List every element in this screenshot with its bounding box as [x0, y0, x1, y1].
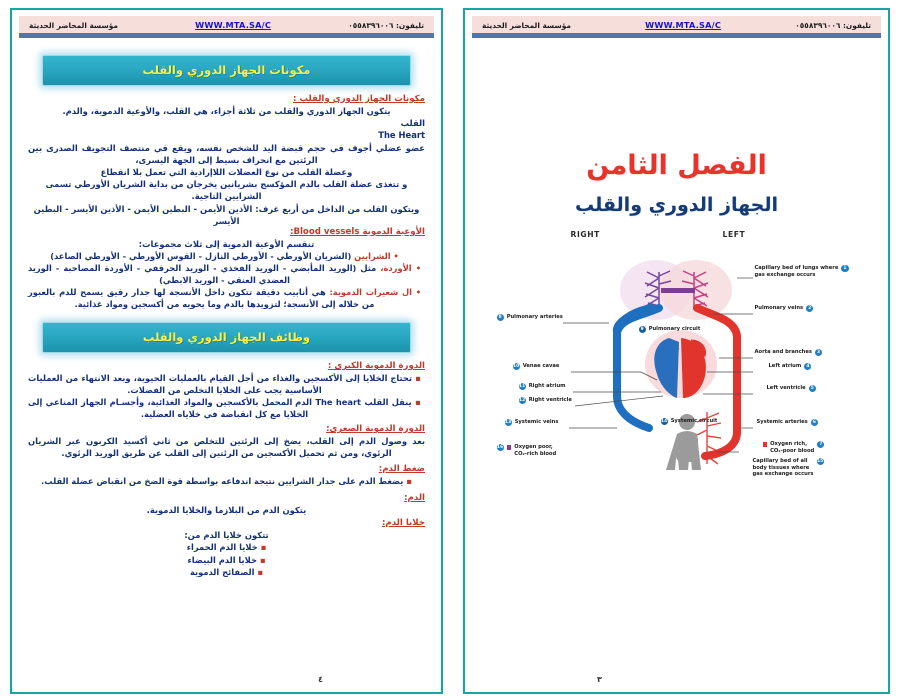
- bullet-marker: ▪: [406, 475, 412, 486]
- bullet-arteries-key: الشرايين: [354, 251, 391, 262]
- callout-number: 14: [661, 419, 668, 424]
- blood-pressure-text: يضغط الدم على جدار الشرايين نتيجة اندفاعه بواسطة قوة الضخ من انقباض عضلة القلب.: [41, 475, 404, 486]
- callout-venae-cavae: [513, 363, 560, 370]
- header-phone: تليفون: ٠٥٥٨٣٩٦٠٠٦: [348, 20, 424, 30]
- bullet-capillaries-text: هي أنابيب دقيقة تتكون داخل الأنسجة لها جدار رقيق يسمح للدم بالعبور من خلاله إلى الأنسجة؛ لتزويدها بالدم وما يحويه من أكسجين ومواد غذائية.: [28, 287, 375, 310]
- blood-pressure-heading: ضغط الدم:: [378, 463, 425, 474]
- callout-aorta-and-branches: [755, 349, 823, 356]
- bullet-marker: ▪: [257, 567, 263, 578]
- header-organization: مؤسسة المحاضر الحديثة: [482, 20, 571, 30]
- callout-right-ventricle: [519, 397, 572, 404]
- components-section: [28, 94, 425, 310]
- section-banner-functions: [42, 322, 411, 353]
- callout-text: Right ventricle: [528, 397, 572, 403]
- heart-term-en: The heart: [315, 397, 362, 408]
- blood-cell-platelets-text: الصفائح الدموية: [190, 567, 255, 578]
- heart-paragraph-4: ويتكون القلب من الداخل من أربع غرف: الأذين الأيمن - البطين الأيمن - الأذين الأيسر - البطين الأيسر: [33, 203, 420, 226]
- diagram-label-right: RIGHT: [570, 230, 600, 239]
- systemic-bullet-2: [28, 396, 425, 420]
- callout-text: Aorta and branches: [754, 349, 812, 355]
- color-swatch-icon: [507, 445, 512, 450]
- callout-pulmonary-arteries: [497, 314, 563, 321]
- systemic-bullet-2-prefix: ينقل القلب: [364, 397, 412, 408]
- callout-number: 5: [809, 385, 816, 392]
- callout-number: 1: [841, 265, 848, 272]
- header-website-link[interactable]: WWW.MTA.SA/C: [645, 20, 722, 30]
- callout-number: 12: [519, 398, 526, 403]
- callout-text: Systemic veins: [514, 419, 559, 425]
- callout-number: 2: [806, 305, 813, 312]
- callout-systemic-arteries: [757, 419, 818, 426]
- bullet-arteries: [28, 250, 425, 262]
- bullet-marker: ▪: [260, 542, 267, 553]
- blood-cell-item-white: [28, 554, 425, 566]
- bullet-veins-key: الأوردة،: [380, 263, 412, 274]
- pulmonary-circulation-text: بعد وصول الدم إلى القلب، يضخ إلى الرئتين للتخلص من ثاني أكسيد الكربون عبر الشريان الرئوي، ومن ثم تحميل الأكسجين من الرئتين إلى القلب عن طريق الوريد الرئوي.: [28, 436, 425, 459]
- color-swatch-icon: [763, 442, 768, 447]
- legend-oxygen-poor: [497, 444, 557, 457]
- header-phone: تليفون: ٠٥٥٨٣٩٦٠٠٦: [795, 20, 871, 30]
- pulmonary-circulation-heading: الدورة الدموية الصغرى:: [326, 424, 425, 435]
- blood-cells-intro: تتكون خلايا الدم من:: [184, 530, 269, 541]
- callout-number: 15: [817, 459, 824, 464]
- bullet-veins: [28, 262, 425, 286]
- callout-number: 6: [811, 419, 818, 426]
- callout-number: 9: [639, 326, 646, 333]
- bullet-marker: ▪: [259, 554, 266, 565]
- callout-number: 7: [817, 441, 824, 448]
- callout-text: Left ventricle: [766, 385, 806, 391]
- callout-text: Left atrium: [768, 363, 802, 369]
- callout-number: 4: [804, 363, 811, 370]
- page-right-body: [19, 38, 434, 688]
- callout-number: 10: [513, 364, 520, 369]
- callout-number: 16: [497, 445, 504, 450]
- heart-paragraph-3: و تتغذى عضلة القلب بالدم المؤكسج بشريانين يخرجان من بداية الشريان الأورطي تسمى الشرايين التاجية.: [45, 179, 408, 202]
- callout-text: Pulmonary veins: [754, 305, 804, 311]
- callout-lung-capillary-bed: [755, 265, 849, 278]
- legend-line-2: CO₂-poor blood: [770, 447, 815, 454]
- systemic-bullet-1: [28, 372, 425, 396]
- bottom-spacer: [28, 579, 425, 688]
- systemic-bullet-1-text: تحتاج الخلايا إلى الأكسجين والغذاء من أجل القيام بالعمليات الحيوية، وبعد الانتهاء من العمليات الأساسية يجب على الخلايا التخلص من الفضلات.: [28, 373, 412, 396]
- blood-cell-white-text: خلايا الدم البيضاء: [187, 554, 257, 565]
- heart-label-en: The Heart: [378, 130, 425, 141]
- page-left-frame: [463, 8, 890, 694]
- blood-cell-item-platelets: [28, 566, 425, 578]
- section-banner-components: [42, 55, 411, 86]
- callout-left-atrium: [769, 363, 812, 370]
- chapter-title: الفصل الثامن: [586, 150, 767, 181]
- callout-right-atrium: [519, 383, 566, 390]
- callout-number: 8: [497, 314, 504, 321]
- bullet-marker: •: [415, 287, 421, 298]
- bullet-capillaries-key: ال شعيرات الدموية:: [329, 287, 412, 298]
- components-intro: يتكون الجهاز الدوري والقلب من ثلاثة أجزاء، هي القلب، والأوعية الدموية، والدم.: [62, 106, 391, 116]
- callout-text: Pulmonary arteries: [506, 314, 563, 320]
- page-right-frame: [10, 8, 443, 694]
- bullet-capillaries: [28, 286, 425, 310]
- page-left-body: [472, 38, 881, 688]
- blood-cell-item-red: [28, 541, 425, 553]
- bullet-marker: •: [393, 251, 399, 262]
- callout-text: Pulmonary circuit: [648, 326, 701, 332]
- banner-components-text: مكونات الجهاز الدوري والقلب: [142, 63, 311, 77]
- legend-oxygen-rich: [763, 441, 825, 454]
- diagram-label-left: LEFT: [722, 230, 746, 239]
- callout-left-ventricle: [767, 385, 816, 392]
- blood-vessels-heading-ar: الأوعية الدموية: [362, 226, 425, 237]
- page-left: [453, 0, 900, 700]
- callout-number: 11: [519, 384, 526, 389]
- blood-cell-red-text: خلايا الدم الحمراء: [186, 542, 258, 553]
- callout-text: Systemic circuit: [670, 418, 718, 424]
- functions-section: [28, 361, 425, 579]
- bullet-marker: •: [415, 263, 421, 274]
- banner-functions-text: وظائف الجهاز الدوري والقلب: [142, 330, 311, 345]
- bullet-veins-text: مثل (الوريد المأبضي - الوريد الفخذي - الوريد الحرقفي - الأوردة المصاحبة - الوريد العضدي العنقي - الوريد الابطي): [28, 263, 377, 286]
- legend-text: [514, 444, 556, 457]
- circulatory-system-diagram: [491, 230, 863, 480]
- systemic-circulation-heading: الدورة الدموية الكبرى :: [327, 361, 425, 372]
- callout-text: Right atrium: [528, 383, 566, 389]
- callout-text: Capillary bed of lungs where gas exchange occurs: [754, 265, 839, 278]
- chapter-subtitle: الجهاز الدوري والقلب: [575, 194, 778, 216]
- callout-pulmonary-veins: [755, 305, 814, 312]
- components-heading: مكونات الجهاز الدوري والقلب :: [292, 94, 425, 104]
- legend-line-2: CO₂-rich blood: [514, 450, 557, 457]
- blood-text: يتكون الدم من البلازما والخلايا الدموية.: [146, 505, 307, 516]
- callout-systemic-veins: [505, 419, 559, 426]
- systemic-bullet-2-text: الدم المحمل بالأكسجين والمواد الغذائية، وأجسـام الجهاز المناعي إلى الخلايا مع كل انقباضة في خلاياه العضلية.: [28, 397, 313, 420]
- callout-systemic-circuit: [661, 418, 718, 425]
- callout-number: 13: [505, 420, 512, 425]
- callout-text: Capillary bed of all body tissues where gas exchange occurs: [752, 458, 814, 478]
- bullet-marker: ▪: [414, 397, 421, 408]
- heart-label-ar: القلب: [400, 118, 425, 129]
- page-number-left: ٣: [597, 675, 602, 684]
- blood-vessels-intro: تنقسم الأوعية الدموية إلى ثلاث مجموعات:: [138, 238, 315, 249]
- callout-text: Systemic arteries: [756, 419, 808, 425]
- heart-paragraph-1: عضو عضلي أجوف في حجم قبضة اليد للشخص نفسه، ويقع في منتصف التجويف الصدرى بين الرئتين مع انحراف بسيط إلى الجهة اليسرى،: [28, 142, 425, 165]
- page-header-left: [472, 16, 881, 33]
- callout-body-tissue-capillary-bed: [753, 458, 824, 478]
- legend-text: [770, 441, 814, 454]
- blood-vessels-heading: الأوعية الدموية Blood vessels:: [290, 226, 425, 237]
- callout-pulmonary-circuit: [639, 326, 701, 333]
- bullet-marker: ▪: [415, 373, 422, 384]
- blood-pressure-bullet: [28, 475, 425, 487]
- page-header-right: [19, 16, 434, 33]
- legend-line-1: Oxygen poor,: [514, 444, 553, 450]
- blood-cells-heading: خلايا الدم:: [381, 518, 425, 529]
- heart-paragraph-2: وعضلة القلب من نوع العضلات اللاإرادية التي تعمل بلا انقطاع: [100, 166, 353, 177]
- legend-line-1: Oxygen rich,: [770, 441, 808, 447]
- bullet-arteries-text: (الشريان الأورطي - الأورطي النازل - القوس الأورطي - الأورطي الصاعد): [50, 251, 352, 262]
- header-website-link[interactable]: WWW.MTA.SA/C: [195, 20, 272, 30]
- callout-text: Venae cavae: [522, 363, 560, 369]
- blood-vessels-heading-en: Blood vessels: [293, 226, 360, 237]
- blood-heading: الدم:: [404, 493, 425, 504]
- callout-number: 3: [815, 349, 822, 356]
- page-number-right: ٤: [318, 675, 323, 684]
- header-organization: مؤسسة المحاضر الحديثة: [29, 20, 118, 30]
